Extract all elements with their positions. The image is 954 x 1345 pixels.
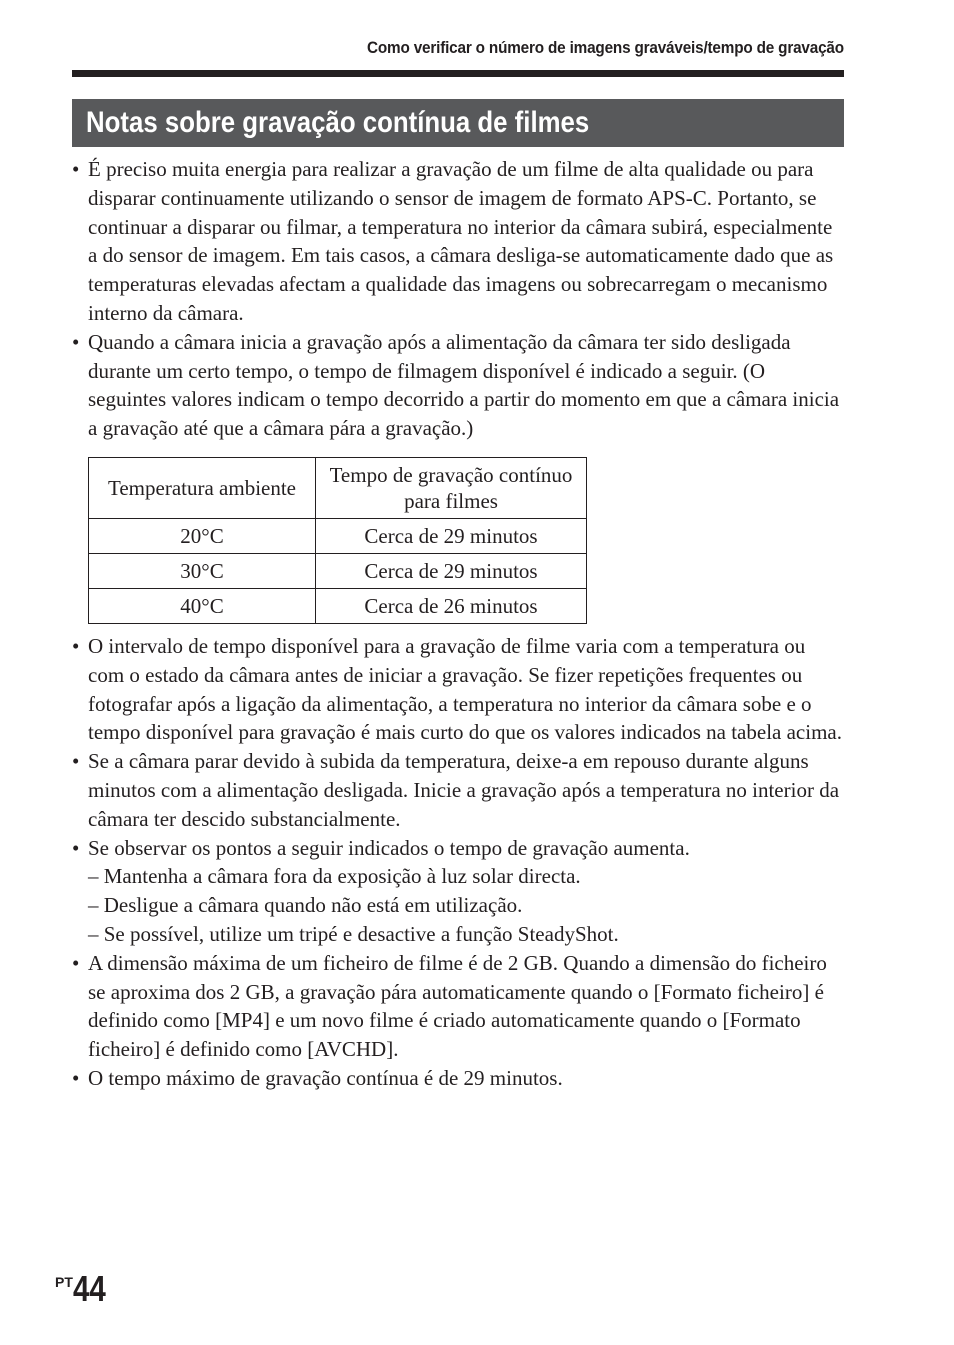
- table-row: [89, 553, 587, 588]
- section-title: Notas sobre gravação contínua de filmes: [86, 106, 590, 139]
- bullet-temperature-stop: • Se a câmara parar devido à subida da temperatura, deixe-a em repouso durante alguns minutos com a alimentação desligada. Inicie a gravação após a temperatura no interior da câmara ter descido substancialmente.: [72, 747, 844, 833]
- table-row: [89, 518, 587, 553]
- content: [72, 155, 844, 1093]
- table-row: [89, 588, 587, 623]
- running-header: Como verificar o número de imagens graváveis/tempo de gravação: [367, 38, 844, 57]
- table-header-cell: Temperatura ambiente: [89, 457, 316, 518]
- table-cell: 20°C: [89, 518, 316, 553]
- page-number-value: 44: [72, 1268, 106, 1309]
- bullet-tips: • Se observar os pontos a seguir indicados o tempo de gravação aumenta.: [72, 834, 844, 863]
- table-cell: Cerca de 29 minutos: [316, 553, 587, 588]
- table-cell: 30°C: [89, 553, 316, 588]
- table-cell: Cerca de 26 minutos: [316, 588, 587, 623]
- table-cell: Cerca de 29 minutos: [316, 518, 587, 553]
- page-number: [55, 1268, 113, 1310]
- table-header-cell: Tempo de gravação contínuo para filmes: [316, 457, 587, 518]
- table-cell: 40°C: [89, 588, 316, 623]
- section-title-bar: [72, 99, 844, 147]
- sub-item: – Se possível, utilize um tripé e desactive a função SteadyShot.: [88, 921, 619, 946]
- bullet-max-time: • O tempo máximo de gravação contínua é de 29 minutos.: [72, 1064, 844, 1093]
- bullet-energy: • É preciso muita energia para realizar a gravação de um filme de alta qualidade ou para disparar continuamente utilizando o sensor de imagem de formato APS-C. Portanto, se continuar a disparar ou filmar, a temperatura no interior da câmara subirá, especialmente a do sensor de imagem. Em tais casos, a câmara desliga-se automaticamente dado que as temperaturas elevadas afectam a qualidade das imagens ou sobrecarregam o mecanismo interno da câmara.: [72, 155, 844, 328]
- language-code: PT: [55, 1274, 73, 1290]
- sub-item: – Mantenha a câmara fora da exposição à luz solar directa.: [88, 864, 581, 889]
- header-rule: [72, 70, 844, 77]
- bullet-interval: • O intervalo de tempo disponível para a gravação de filme varia com a temperatura ou com o estado da câmara antes de iniciar a gravação. Se fizer repetições frequentes ou fotografar após a ligação da alimentação, a temperatura no interior da câmara sobe e o tempo disponível para gravação é mais curto do que os valores indicados na tabela acima.: [72, 632, 844, 747]
- bullet-file-size: • A dimensão máxima de um ficheiro de filme é de 2 GB. Quando a dimensão do ficheiro se aproxima dos 2 GB, a gravação pára automaticamente quando o [Formato ficheiro] é definido como [MP4] e um novo filme é criado automaticamente quando o [Formato ficheiro] é definido como [AVCHD].: [72, 949, 844, 1064]
- table-header-row: [89, 457, 587, 518]
- recording-time-table: [88, 457, 587, 624]
- sub-item: – Desligue a câmara quando não está em utilização.: [88, 893, 523, 918]
- bullet-recording-time: • Quando a câmara inicia a gravação após a alimentação da câmara ter sido desligada durante um certo tempo, o tempo de filmagem disponível é indicado a seguir. (O seguintes valores indicam o tempo decorrido a partir do momento em que a câmara inicia a gravação até que a câmara pára a gravação.): [72, 328, 844, 443]
